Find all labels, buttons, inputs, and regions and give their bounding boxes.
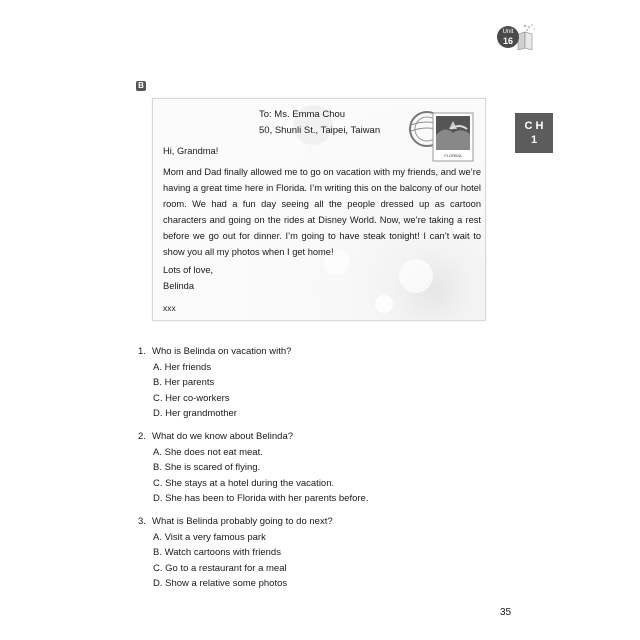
stamp-label: FLORIDA <box>444 153 462 158</box>
answer-option[interactable]: D. She has been to Florida with her parents before. <box>153 493 369 504</box>
page-number: 35 <box>500 607 512 618</box>
postcard <box>152 98 486 321</box>
answer-option[interactable]: B. Watch cartoons with friends <box>153 547 281 558</box>
chapter-tab-label: C H <box>524 120 544 132</box>
address-street: 50, Shunli St., Taipei, Taiwan <box>259 125 381 136</box>
answer-option[interactable]: D. Her grandmother <box>153 408 237 419</box>
letter-sign-off: xxx <box>163 303 176 313</box>
letter-closing: Lots of love, <box>163 265 214 275</box>
address-recipient: To: Ms. Emma Chou <box>259 109 346 120</box>
bokeh-light <box>375 295 393 313</box>
letter-body: Mom and Dad finally allowed me to go on vacation with my friends, and we’re having a great time here in Florida. I’m writing this on the balcony of our hotel room. We had a fun day seeing all the people dressed up as cartoon characters and going on the rides at Disney World. Now, we’re taking a rest before we go out for dinner. I’m going to have steak tonight! I can’t wait to show you all my photos when I get home! <box>163 167 481 257</box>
unit-label: Unit <box>502 29 514 35</box>
section-marker: B <box>136 81 146 91</box>
question-text: What do we know about Belinda? <box>152 431 294 442</box>
unit-number: 16 <box>502 36 513 46</box>
question-text: What is Belinda probably going to do next? <box>152 516 333 527</box>
answer-option[interactable]: B. She is scared of flying. <box>153 462 261 473</box>
letter-greeting: Hi, Grandma! <box>163 146 219 156</box>
question-number: 3. <box>138 516 146 527</box>
answer-option[interactable]: B. Her parents <box>153 377 215 388</box>
chapter-tab <box>515 113 553 153</box>
bokeh-light <box>399 259 433 293</box>
answer-option[interactable]: C. Go to a restaurant for a meal <box>153 563 287 574</box>
unit-badge <box>497 14 537 54</box>
chapter-tab-number: 1 <box>530 134 538 146</box>
answer-option[interactable]: A. Visit a very famous park <box>153 532 266 543</box>
answer-option[interactable]: C. She stays at a hotel during the vacation. <box>153 478 335 489</box>
question-number: 2. <box>138 431 146 442</box>
answer-option[interactable]: D. Show a relative some photos <box>153 578 288 589</box>
answer-option[interactable]: A. Her friends <box>153 362 212 373</box>
postage-stamp-icon <box>407 107 477 165</box>
question-text: Who is Belinda on vacation with? <box>152 346 292 357</box>
answer-option[interactable]: A. She does not eat meat. <box>153 447 263 458</box>
letter-signature: Belinda <box>163 281 195 291</box>
question-number: 1. <box>138 346 146 357</box>
unit-number-circle <box>497 26 519 48</box>
answer-option[interactable]: C. Her co-workers <box>153 393 230 404</box>
